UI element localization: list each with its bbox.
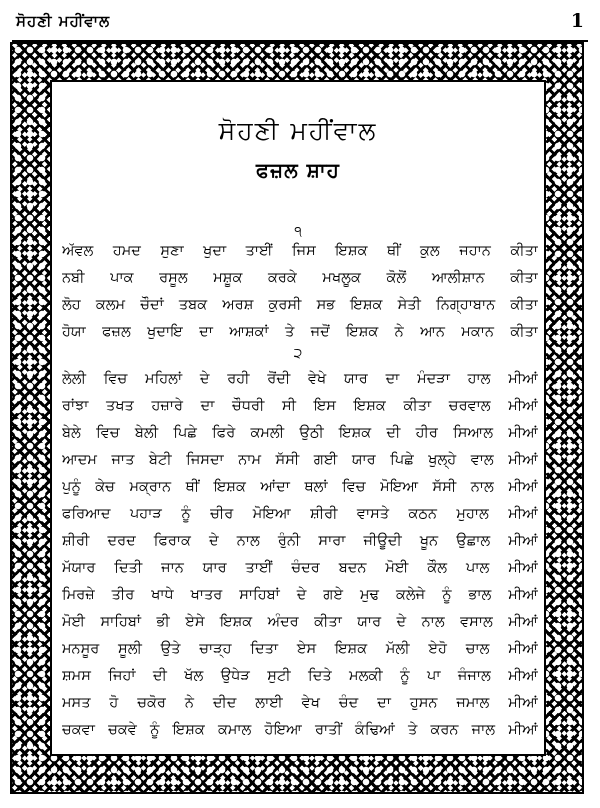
verse-block [62,366,538,744]
page-content [62,84,548,744]
verse-line: ਚਕਵਾ ਚਕਵੇ ਨੂੰ ਇਸ਼ਕ ਕਮਾਲ ਹੋਇਆ ਰਾਤੀਂ ਕੰਢਿਆਂ ਤੇ ਕਰਨ ਜਾਲ ਮੀਆਂ [62,722,538,738]
verse-line: ਫਰਿਆਦ ਪਹਾੜ ਨੂੰ ਚੀਰ ਮੋਇਆ ਸ਼ੀਰੀ ਵਾਸਤੇ ਕਠਨ ਮੁਹਾਲ ਮੀਆਂ [62,506,538,522]
verse-line: ਸ਼ੀਰੀ ਦਰਦ ਫਿਰਾਕ ਦੇ ਨਾਲ ਰੁੰਨੀ ਸਾਰਾ ਜੀਊਦੀ ਖੂਨ ਉਛਾਲ ਮੀਆਂ [62,533,538,549]
page-title: ਸੋਹਣੀ ਮਹੀਂਵਾਲ [218,116,378,145]
verse-line: ਮਨਸੂਰ ਸੂਲੀ ਉਤੇ ਚਾੜ੍ਹ ਦਿਤਾ ਏਸ ਇਸ਼ਕ ਮੱਲੀ ਏਹੋ ਚਾਲ ਮੀਆਂ [62,641,538,657]
verse-line: ਆਦਮ ਜਾਤ ਬੇਟੀ ਜਿਸਦਾ ਨਾਮ ਸੱਸੀ ਗਈ ਯਾਰ ਪਿਛੇ ਖੁਲ੍ਹੇ ਵਾਲ ਮੀਆਂ [62,452,538,468]
verse-line: ਮੋਈ ਸਾਹਿਬਾਂ ਭੀ ਏਸੇ ਇਸ਼ਕ ਅੰਦਰ ਕੀਤਾ ਯਾਰ ਦੇ ਨਾਲ ਵਸਾਲ ਮੀਆਂ [62,614,538,630]
verse-line: ਨਬੀ ਪਾਕ ਰਸੂਲ ਮਸ਼ੂਕ ਕਰਕੇ ਮਖਲੂਕ ਕੋਲੋਂ ਆਲੀਸ਼ਾਨ ਕੀਤਾ [62,270,538,286]
verse-line: ਸ਼ਮਸ ਜਿਹਾਂ ਦੀ ਖੱਲ ਉਧੇੜ ਸੁਟੀ ਦਿਤੇ ਮਲਕੀ ਨੂੰ ਪਾ ਜੰਜਾਲ ਮੀਆਂ [62,668,538,684]
running-title: ਸੋਹਣੀ ਮਹੀਂਵਾਲ [16,12,111,30]
verse-line: ਮਿਰਜ਼ੇ ਤੀਰ ਖਾਧੇ ਖਾਤਰ ਸਾਹਿਬਾਂ ਦੇ ਗਏ ਮੁਢ ਕਲੇਜੇ ਨੂੰ ਭਾਲ ਮੀਆਂ [62,587,538,603]
page-header [12,0,588,44]
verse-line: ਹੋਯਾ ਫਜ਼ਲ ਖੁਦਾਇ ਦਾ ਆਸ਼ਕਾਂ ਤੇ ਜਦੋਂ ਇਸ਼ਕ ਨੇ ਆਨ ਮਕਾਨ ਕੀਤਾ [62,324,538,340]
verse-line: ਬੇਲੇ ਵਿਚ ਬੇਲੀ ਪਿਛੇ ਫਿਰੇ ਕਮਲੀ ਉਠੀ ਇਸ਼ਕ ਦੀ ਹੀਰ ਸਿਆਲ ਮੀਆਂ [62,425,538,441]
verse-line: ਲੇਲੀ ਵਿਚ ਮਹਿਲਾਂ ਦੇ ਰਹੀ ਰੋਂਦੀ ਵੇਖੇ ਯਾਰ ਦਾ ਮੰਦੜਾ ਹਾਲ ਮੀਆਂ [62,371,538,387]
verse-line: ਰਾਂਝਾ ਤਖਤ ਹਜ਼ਾਰੇ ਦਾ ਚੌਧਰੀ ਸੀ ਇਸ ਇਸ਼ਕ ਕੀਤਾ ਚਰਵਾਲ ਮੀਆਂ [62,398,538,414]
verse-line: ਮਸਤ ਹੋ ਚਕੋਰ ਨੇ ਦੀਦ ਲਾਈ ਵੇਖ ਚੰਦ ਦਾ ਹੁਸਨ ਜਮਾਲ ਮੀਆਂ [62,695,538,711]
verse-line: ਪੁਨੂੰ ਕੇਚ ਮਕ੍ਰਾਨ ਥੀਂ ਇਸ਼ਕ ਆਂਦਾ ਥਲਾਂ ਵਿਚ ਮੋਇਆ ਸੱਸੀ ਨਾਲ ਮੀਆਂ [62,479,538,495]
author-subtitle: ਫਜ਼ਲ ਸ਼ਾਹ [256,158,340,182]
page-number: 1 [570,10,584,32]
section-number: ੨ [293,346,303,362]
section-number: ੧ [294,224,302,240]
verse-line: ਅੱਵਲ ਹਮਦ ਸੁਣਾ ਖੁਦਾ ਤਾਈਂ ਜਿਸ ਇਸ਼ਕ ਥੀਂ ਕੁਲ ਜਹਾਨ ਕੀਤਾ [62,243,538,259]
verse-line: ਲੋਹ ਕਲਮ ਚੌਦਾਂ ਤਬਕ ਅਰਸ਼ ਕੁਰਸੀ ਸਭ ਇਸ਼ਕ ਸੇਤੀ ਨਿਗ੍ਹਾਬਾਨ ਕੀਤਾ [62,297,538,313]
verse-line: ਮੱਯਾਰ ਦਿਤੀ ਜਾਨ ਯਾਰ ਤਾਈਂ ਚੰਦਰ ਬਦਨ ਮੋਈ ਕੌਲ ਪਾਲ ਮੀਆਂ [62,560,538,576]
verse-block [62,238,538,346]
